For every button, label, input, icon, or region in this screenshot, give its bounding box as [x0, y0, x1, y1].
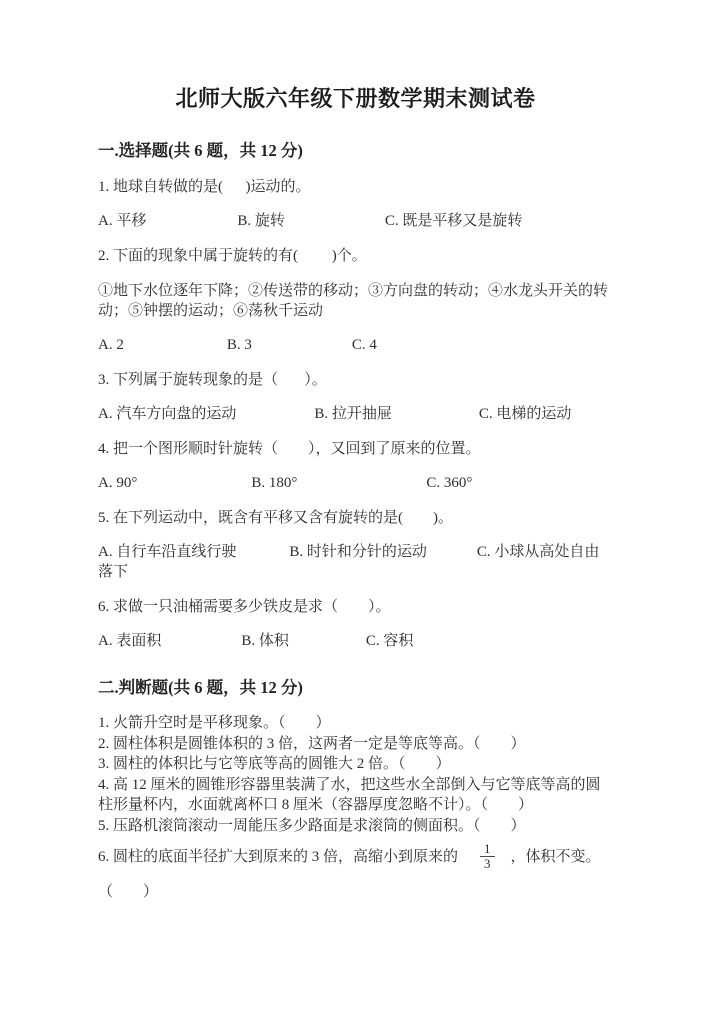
- option-c: C. 360°: [426, 475, 473, 491]
- s1-question-5: 5. 在下列运动中，既含有平移又含有旋转的是( )。: [98, 510, 453, 526]
- option-c: C. 既是平移又是旋转: [384, 213, 523, 229]
- fraction-one-third: [480, 842, 495, 872]
- option-a: A. 平移: [98, 213, 147, 229]
- option-spacer: [236, 555, 289, 556]
- s1-question-1-options: [98, 211, 613, 231]
- s1-question-3: 3. 下列属于旋转现象的是（ ）。: [98, 372, 327, 388]
- s1-question-2: 2. 下面的现象中属于旋转的有( )个。: [98, 248, 367, 264]
- s1-question-3-options: [98, 404, 613, 424]
- option-a: A. 表面积: [98, 633, 162, 649]
- option-spacer: [236, 417, 314, 418]
- s1-question-2-options: [98, 335, 613, 355]
- option-b: B. 体积: [241, 633, 289, 649]
- s1-question-4: 4. 把一个图形顺时针旋转（ ），又回到了原来的位置。: [98, 441, 481, 457]
- s2-question-6-text-before: 6. 圆柱的底面半径扩大到原来的 3 倍，高缩小到原来的: [98, 849, 459, 866]
- s2-question-6-answer-blank: （ ）: [98, 883, 159, 900]
- option-b: B. 180°: [251, 475, 298, 491]
- option-spacer: [124, 348, 227, 349]
- option-a: A. 90°: [98, 475, 138, 491]
- fraction-denominator: 3: [480, 856, 495, 871]
- option-spacer: [146, 224, 237, 225]
- option-c: C. 电梯的运动: [478, 406, 572, 422]
- option-spacer: [137, 486, 251, 487]
- s1-question-4-options: [98, 473, 613, 493]
- s2-question-6-text-after: ，体积不变。: [510, 849, 601, 866]
- option-a: A. 2: [98, 337, 124, 353]
- option-a: A. 汽车方向盘的运动: [98, 406, 237, 422]
- s2-question-4: 4. 高 12 厘米的圆锥形容器里装满了水，把这些水全部倒入与它等底等高的圆柱形量杯内，水面就离杯口 8 厘米（容器厚度忽略不计）。（ ）: [98, 776, 601, 813]
- option-b: B. 旋转: [237, 213, 285, 229]
- option-a: A. 自行车沿直线行驶: [98, 544, 237, 560]
- option-spacer: [252, 348, 352, 349]
- s1-question-5-options: [98, 542, 613, 582]
- option-b: B. 3: [226, 337, 252, 353]
- option-b: B. 时针和分针的运动: [289, 544, 427, 560]
- option-spacer: [297, 486, 426, 487]
- option-spacer: [392, 417, 479, 418]
- section2-heading: 二.判断题(共 6 题，共 12 分): [98, 678, 303, 697]
- s2-question-1: 1. 火箭升空时是平移现象。（ ）: [98, 715, 331, 731]
- option-b: B. 拉开抽屉: [314, 406, 392, 422]
- s2-question-3: 3. 圆柱的体积比与它等底等高的圆锥大 2 倍。（ ）: [98, 756, 451, 772]
- option-c: C. 容积: [365, 633, 414, 649]
- page-title: 北师大版六年级下册数学期末测试卷: [175, 86, 536, 111]
- option-c: C. 小球从高处自由落下: [98, 544, 600, 580]
- option-spacer: [161, 644, 241, 645]
- s2-question-5: 5. 压路机滚筒滚动一周能压多少路面是求滚筒的侧面积。（ ）: [98, 817, 526, 834]
- s2-question-2: 2. 圆柱体积是圆锥体积的 3 倍，这两者一定是等底等高。（ ）: [98, 735, 526, 752]
- s1-question-6: 6. 求做一只油桶需要多少铁皮是求（ ）。: [98, 599, 391, 615]
- s1-question-2-items: ①地下水位逐年下降；②传送带的移动；③方向盘的转动；④水龙头开关的转动；⑤钟摆的运动；⑥荡秋千运动: [98, 283, 609, 319]
- section1-heading: 一.选择题(共 6 题，共 12 分): [98, 141, 303, 160]
- fraction-numerator: 1: [484, 841, 491, 856]
- option-spacer: [289, 644, 366, 645]
- s1-question-1: 1. 地球自转做的是( )运动的。: [98, 179, 311, 195]
- s2-question-6: [98, 842, 613, 874]
- option-spacer: [285, 224, 385, 225]
- option-c: C. 4: [351, 337, 377, 353]
- option-spacer: [427, 555, 477, 556]
- s1-question-6-options: [98, 631, 613, 651]
